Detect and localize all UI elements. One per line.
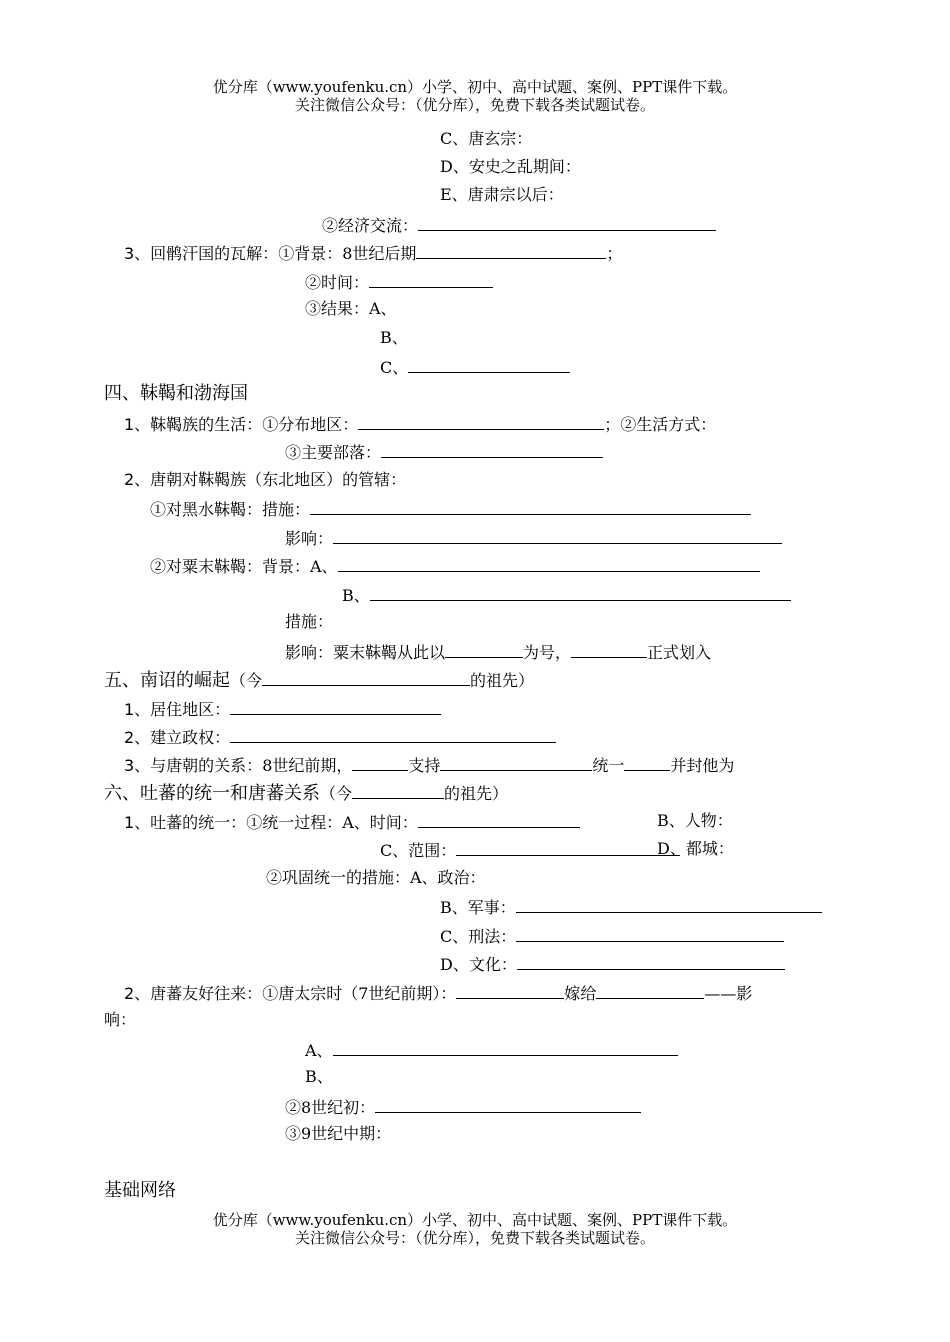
sumo-background-a-row (150, 555, 760, 577)
unification-time-blank[interactable] (418, 811, 580, 828)
section-6-heading: 六、吐蕃的统一和唐蕃关系 (104, 783, 320, 804)
heishui-measures-label: ①对黑水靺鞨：措施： (150, 500, 311, 519)
unification-scope-label: C、范围： (380, 841, 457, 860)
distribution-label: ①分布地区： (262, 415, 359, 434)
main-tribes-label: ③主要部落： (285, 443, 382, 462)
heishui-effect-label: 影响： (285, 529, 334, 548)
item-c-tang-xuanzong: C、唐玄宗： (440, 129, 533, 148)
page-footer-line2: 关注微信公众号：（优分库），免费下载各类试题试卷。 (294, 1229, 655, 1247)
taizong-era-label: ①唐太宗时（7世纪前期）： (262, 984, 457, 1003)
nanzhao-ancestor-blank[interactable] (262, 669, 470, 686)
page-footer-line1: 优分库（www.youfenku.cn）小学、初中、高中试题、案例、PPT课件下载。 (212, 1211, 738, 1229)
section-6-paren-open: （今 (320, 784, 353, 803)
uighur-background-blank[interactable] (416, 242, 606, 259)
section-5-heading: 五、南诏的崛起 (104, 670, 230, 691)
tubo-unification-row (124, 811, 580, 833)
tubo-unification-label: 1、吐蕃的统一： (124, 813, 247, 832)
economic-exchange-blank[interactable] (418, 214, 716, 231)
unification-capital-label: D、都城： (657, 839, 734, 858)
section-5-paren-close: 的祖先） (470, 671, 535, 690)
relation-blank-3[interactable] (624, 754, 670, 771)
consolidation-military-blank[interactable] (516, 896, 822, 913)
section-6-heading-row (104, 782, 508, 804)
nanzhao-residence-blank[interactable] (230, 698, 441, 715)
nanzhao-relation-text-2: 支持 (408, 756, 441, 775)
consolidation-military-row (440, 896, 822, 918)
consolidation-politics: ②巩固统一的措施：A、政治： (266, 868, 486, 887)
uighur-result-c: C、 (380, 358, 409, 377)
sumo-effect-row (285, 641, 711, 663)
uighur-result-b: B、 (380, 328, 408, 347)
heishui-effect-blank[interactable] (333, 527, 782, 544)
marriage-blank-2[interactable] (596, 982, 704, 999)
nanzhao-regime-label: 2、建立政权： (124, 728, 231, 747)
nanzhao-relation-text-4: 并封他为 (670, 756, 735, 775)
heishui-measures-row (150, 498, 751, 520)
uighur-row (124, 242, 622, 264)
unification-time-label: ①统一过程：A、时间： (246, 813, 418, 832)
relation-blank-1[interactable] (352, 754, 408, 771)
page-header-line1: 优分库（www.youfenku.cn）小学、初中、高中试题、案例、PPT课件下载。 (212, 78, 738, 96)
uighur-result-c-blank[interactable] (408, 356, 570, 373)
consolidation-culture-label: D、文化： (440, 955, 517, 974)
sumo-effect-text-3: 正式划入 (647, 643, 712, 662)
basic-network-heading: 基础网络 (104, 1180, 176, 1201)
nanzhao-relation-text-1: 8世纪前期， (262, 756, 353, 775)
tang-tubo-relations-label: 2、唐蕃友好往来： (124, 984, 263, 1003)
marriage-blank-1[interactable] (456, 982, 564, 999)
heishui-measures-blank[interactable] (310, 498, 751, 515)
consolidation-law-row (440, 925, 784, 947)
sumo-background-b-label: B、 (342, 586, 370, 605)
mid-9th-century-label: ③9世纪中期： (285, 1124, 392, 1143)
nanzhao-relation-label: 3、与唐朝的关系： (124, 756, 263, 775)
sumo-background-a-blank[interactable] (338, 555, 760, 572)
lifestyle-label: ；②生活方式： (604, 415, 717, 434)
nanzhao-residence-label: 1、居住地区： (124, 700, 231, 719)
page-header-line2: 关注微信公众号：（优分库），免费下载各类试题试卷。 (294, 96, 655, 114)
mohe-life-title: 1、靺鞨族的生活： (124, 415, 263, 434)
influence-b-label: B、 (305, 1067, 333, 1086)
section-6-paren-close: 的祖先） (444, 784, 509, 803)
tibet-ancestor-blank[interactable] (352, 782, 444, 799)
unification-person-label: B、人物： (657, 811, 733, 830)
item-e-tang-suzong: E、唐肃宗以后： (440, 185, 564, 204)
nanzhao-residence-row (124, 698, 441, 720)
sumo-background-a-label: ②对粟末靺鞨：背景：A、 (150, 557, 338, 576)
sumo-name-blank[interactable] (445, 641, 523, 658)
uighur-time-blank[interactable] (369, 271, 493, 288)
consolidation-culture-row (440, 953, 785, 975)
relation-blank-2[interactable] (440, 754, 592, 771)
nanzhao-relation-text-3: 统一 (592, 756, 625, 775)
sumo-background-b-blank[interactable] (370, 584, 791, 601)
sumo-measures-label: 措施： (285, 612, 334, 631)
semicolon: ； (606, 244, 623, 263)
economic-exchange-row (322, 214, 716, 236)
section-5-heading-row (104, 669, 534, 691)
early-8th-century-row (285, 1096, 641, 1118)
item-d-anshi-rebellion: D、安史之乱期间： (440, 157, 581, 176)
uighur-background-label: ①背景：8世纪后期 (278, 244, 417, 263)
sumo-effect-text-1: 影响：粟末靺鞨从此以 (285, 643, 446, 662)
section-4-heading: 四、靺鞨和渤海国 (104, 383, 248, 404)
early-8th-century-blank[interactable] (375, 1096, 641, 1113)
unification-scope-blank[interactable] (456, 839, 680, 856)
uighur-time-row (305, 271, 493, 293)
mohe-life-row (124, 413, 716, 435)
nanzhao-regime-row (124, 726, 556, 748)
tang-jurisdiction-title: 2、唐朝对靺鞨族（东北地区）的管辖： (124, 470, 407, 489)
tang-tubo-relations-row (124, 982, 752, 1004)
influence-a-label: A、 (305, 1041, 333, 1060)
influence-continue: 响： (104, 1010, 137, 1029)
sumo-effect-text-2: 为号， (523, 643, 572, 662)
married-to-text: 嫁给 (564, 984, 597, 1003)
consolidation-law-blank[interactable] (516, 925, 784, 942)
sumo-background-b-row (342, 584, 791, 606)
section-5-paren-open: （今 (230, 671, 263, 690)
uighur-title: 3、回鹘汗国的瓦解： (124, 244, 279, 263)
main-tribes-blank[interactable] (381, 441, 603, 458)
nanzhao-regime-blank[interactable] (230, 726, 556, 743)
heishui-effect-row (285, 527, 782, 549)
influence-a-blank[interactable] (333, 1039, 678, 1056)
consolidation-military-label: B、军事： (440, 898, 516, 917)
nanzhao-relation-row (124, 754, 734, 776)
economic-exchange-label: ②经济交流： (322, 216, 419, 235)
uighur-time-label: ②时间： (305, 273, 370, 292)
uighur-result-a: ③结果：A、 (305, 299, 397, 318)
main-tribes-row (285, 441, 603, 463)
influence-text: ——影 (704, 984, 753, 1003)
sumo-place-blank[interactable] (571, 641, 647, 658)
influence-a-row (305, 1039, 678, 1061)
consolidation-law-label: C、刑法： (440, 927, 517, 946)
uighur-result-c-row (380, 356, 570, 378)
distribution-blank[interactable] (358, 413, 604, 430)
consolidation-culture-blank[interactable] (517, 953, 785, 970)
unification-scope-row (380, 839, 680, 861)
early-8th-century-label: ②8世纪初： (285, 1098, 376, 1117)
